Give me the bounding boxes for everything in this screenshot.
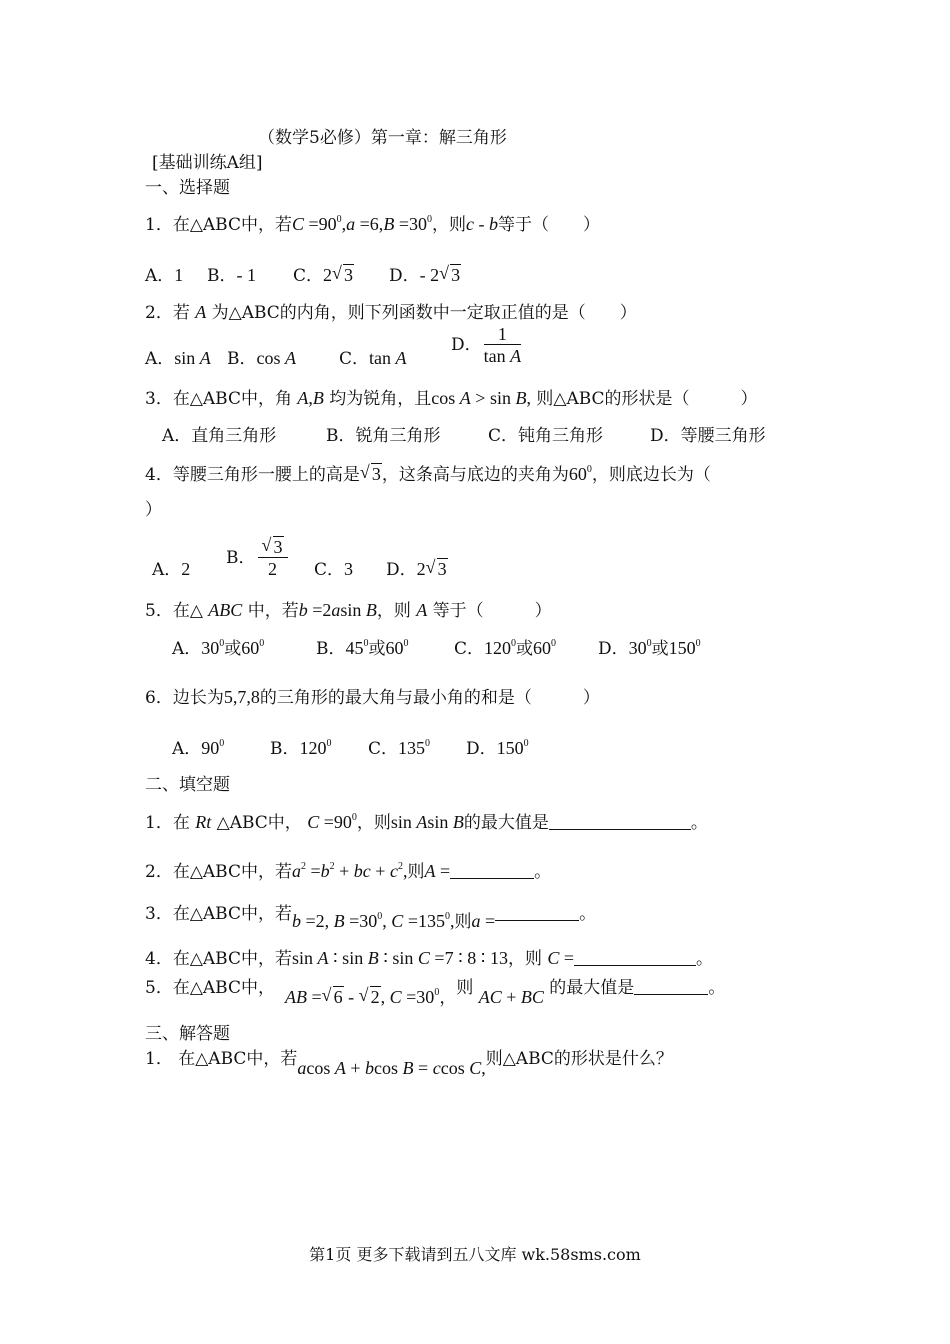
page-title: （数学5必修）第一章：解三角形 [258, 128, 507, 148]
question-2-options: A．sin A B．cos A C．tan AD． $\frac{1}{\text{tan A}}$ [145, 324, 522, 369]
question-6-options: A．$90^0$ B．$120^0$ C．$135^0$ D．$150^0$ [172, 738, 529, 759]
q1-option-a: A．1 [145, 265, 184, 286]
section-fill: 二、填空题 [145, 775, 230, 795]
section-choice: 一、选择题 [145, 178, 230, 198]
question-5-options: A．$30^0$或$60^0$ B．$45^0$或$60^0$ C．$120^0$或$60^0$ D．$30^0$或$150^0$ [172, 638, 701, 659]
q1-option-d: D．- 2 √ 3 [389, 263, 461, 286]
question-4: 4．等腰三角形一腰上的高是 √ 3，这条高与底边的夹角为$60^0$，则底边长为（ [145, 462, 711, 485]
fill-3: 3．在△ABC中，若b =2, $B =30^0$, $C =135^0$,则a = 。 [145, 904, 597, 932]
question-4-options: A．2B． √ 3 2 C．3 D．2 √ 3 [152, 535, 447, 580]
fill-4: 4．在△ABC中，若sin A ∶ sin B ∶ sin C =7 ∶ 8 ∶ 13，则 C = 。 [145, 948, 714, 969]
question-1: 1．在△ABC中，若$C =90^0,a =6,B =30^0$，则c - b等于（ ） [145, 214, 600, 235]
section-answer: 三、解答题 [145, 1024, 230, 1044]
question-2: 2．若 A 为△ABC的内角，则下列函数中一定取正值的是（ ） [145, 302, 637, 323]
answer-1: 1． 在△ABC中，若acos A + bcos B = ccos C,则△ABC的形状是什么？ [145, 1049, 673, 1078]
question-3: 3．在△ABC中，角 A,B 均为锐角，且cos A > sin B, 则△ABC的形状是（ ） [145, 388, 758, 409]
page-footer: 第1页 更多下载请到五八文库 wk.58sms.com [309, 1245, 641, 1264]
group-label: [基础训练A组] [152, 153, 263, 173]
question-4-cont: ） [145, 500, 162, 520]
question-1-options [145, 264, 461, 287]
fill-5: 5．在△ABC中， AB = √ 6 - √ 2, $C =30^0$，则 AC + BC 的最大值是 。 [145, 978, 726, 1008]
q1-option-b: B．- 1 [207, 265, 256, 286]
fill-2: 2．在△ABC中，若$a^2 =b^2$ + bc + $c^2$,则A = 。 [145, 861, 552, 882]
question-5: 5．在△ ABC 中，若b =2asin B，则 A 等于（ ） [145, 600, 552, 621]
fill-1: 1．在 Rt △ABC中， $C =90^0$，则sin Asin B的最大值是 。 [145, 812, 708, 833]
question-6: 6．边长为5,7,8的三角形的最大角与最小角的和是（ ） [145, 687, 600, 708]
q1-option-c: C．2 √ 3 [293, 263, 354, 286]
question-3-options: A．直角三角形 B．锐角三角形 C．钝角三角形 D．等腰三角形 [162, 426, 766, 446]
